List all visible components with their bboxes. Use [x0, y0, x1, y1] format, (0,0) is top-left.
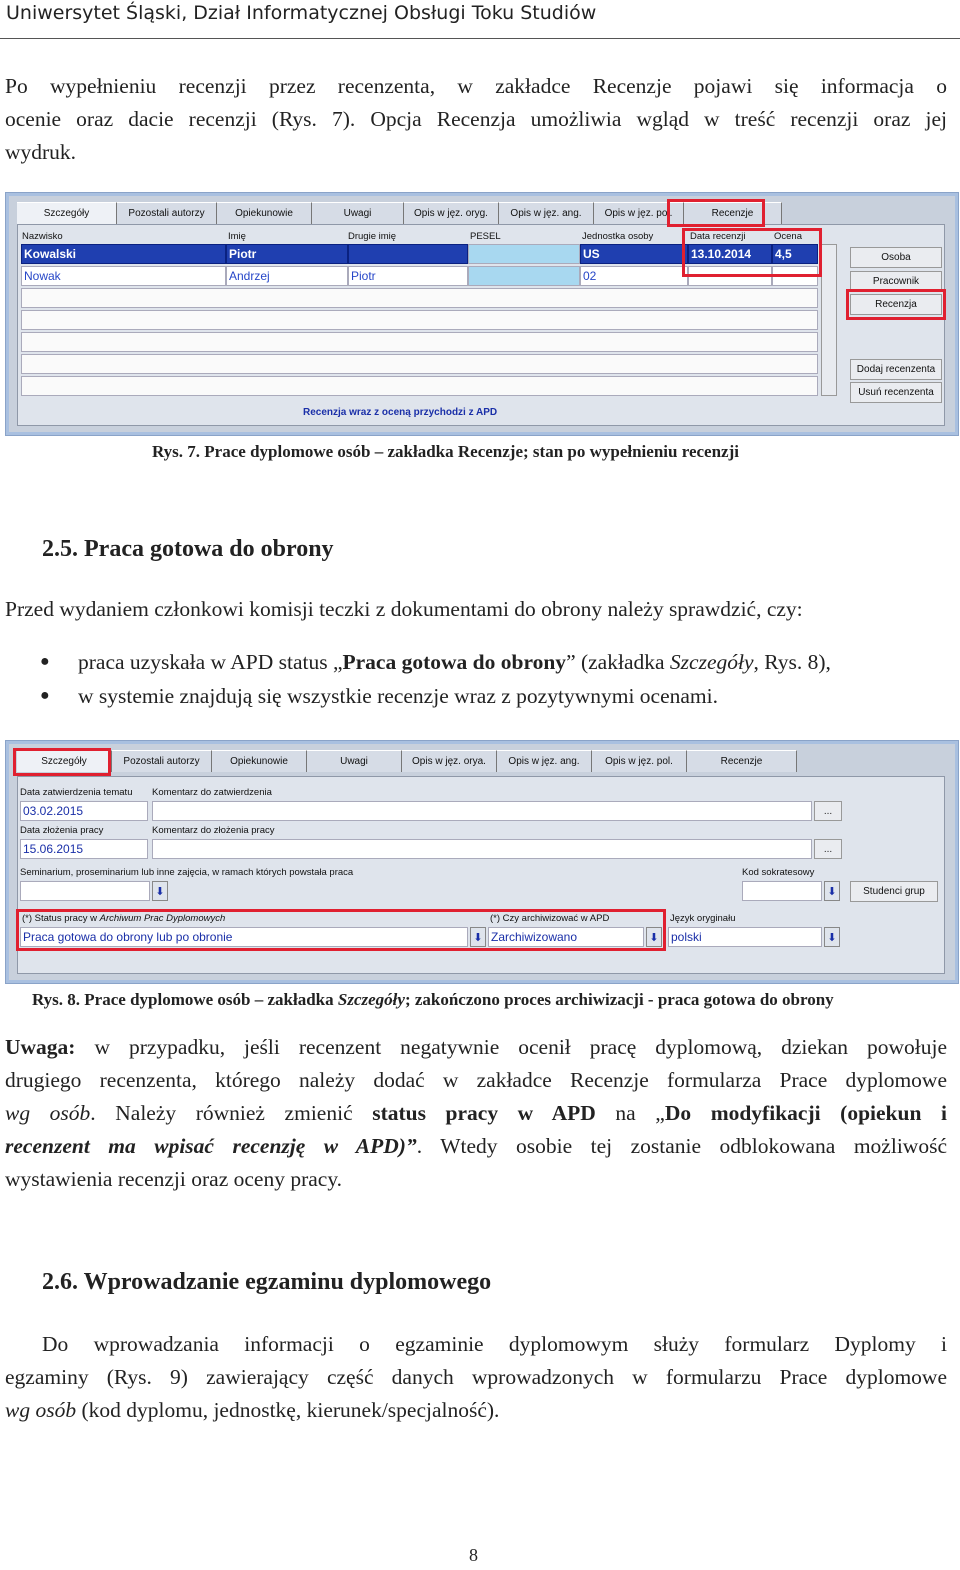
col-drugie-imie: Drugie imię — [348, 231, 397, 242]
archiwizowac-field[interactable]: Zarchiwizowano — [488, 927, 644, 947]
cell-ocena[interactable]: 4,5 — [772, 244, 818, 264]
document-header: Uniwersytet Śląski, Dział Informatycznej Obsługi Toku Studiów — [6, 2, 597, 24]
komentarz-zatwierdzenia-more-button[interactable]: ... — [814, 801, 842, 821]
komentarz-zlozenia-label: Komentarz do złożenia pracy — [152, 825, 275, 836]
header-divider — [0, 38, 960, 39]
data-zlozenia-field[interactable]: 15.06.2015 — [20, 839, 148, 859]
tab-opis-ang[interactable]: Opis w jęz. ang. — [497, 750, 592, 772]
uwaga-paragraph: Uwaga: w przypadku, jeśli recenzent negatywnie ocenił pracę dyplomową, dziekan powołuje drugiego recenzenta, którego należy dodać w zakładce Recenzje formularza Prace dyplomowe wg osób. Należy również zmienić status pracy w APD na „Do modyfikacji (opiekun i recenzent ma wpisać recenzję w APD)”. Wtedy osobie tej zostanie odblokowana możliwość wystawienia recenzji oraz oceny pracy. — [5, 1035, 947, 1191]
figure-7-screenshot — [6, 193, 958, 435]
cell-data-recenzji[interactable]: 13.10.2014 — [688, 244, 772, 264]
section-2-5-heading: 2.5. Praca gotowa do obrony — [42, 536, 334, 562]
usun-recenzenta-button[interactable]: Usuń recenzenta — [850, 382, 942, 403]
figure-8-screenshot — [6, 741, 958, 983]
page-number: 8 — [469, 1545, 478, 1565]
figure-8-caption: Rys. 8. Prace dyplomowe osób – zakładka Szczegóły; zakończono proces archiwizacji - praca gotowa do obrony — [32, 990, 834, 1009]
kod-sokratesowy-label: Kod sokratesowy — [742, 867, 815, 878]
intro-line: wydruk. — [5, 140, 77, 164]
fig8-tabbar — [17, 750, 797, 772]
cell-nazwisko[interactable]: Nowak — [21, 266, 226, 286]
tab-recenzje[interactable]: Recenzje — [684, 202, 782, 224]
bullet-item: ● praca uzyskała w APD status „Praca gotowa do obrony” (zakładka Szczegóły, Rys. 8), — [40, 650, 831, 674]
cell-jednostka[interactable]: US — [580, 244, 688, 264]
seminarium-dropdown-icon[interactable]: ⬇ — [152, 881, 168, 901]
section-2-6-paragraph: Do wprowadzania informacji o egzaminie dyplomowym służy formularz Dyplomy i egzaminy (Rys. 9) zawierający część danych wprowadzonych w formularzu Prace dyplomowe wg osób (kod dyplomu, jednostkę, kierunek/specjalność). — [5, 1332, 947, 1422]
bullet-icon: ● — [40, 687, 50, 704]
table-row-empty — [21, 376, 818, 396]
table-row-empty — [21, 288, 818, 308]
col-ocena: Ocena — [774, 231, 802, 242]
table-row-empty — [21, 310, 818, 330]
intro-line: ocenie oraz dacie recenzji (Rys. 7). Opcja Recenzja umożliwia wgląd w treść recenzji oraz jej — [5, 107, 947, 131]
cell-pesel[interactable] — [468, 266, 580, 286]
tab-opis-ang[interactable]: Opis w jęz. ang. — [499, 202, 594, 224]
tab-szczegoly[interactable]: Szczegóły — [17, 750, 112, 772]
fig7-panel — [17, 224, 945, 426]
archiwizowac-label: (*) Czy archiwizować w APD — [490, 913, 610, 924]
tab-opis-pol[interactable]: Opis w jęz. pol. — [592, 750, 687, 772]
cell-drugie-imie[interactable] — [348, 244, 468, 264]
jezyk-oryginalu-dropdown-icon[interactable]: ⬇ — [824, 927, 840, 947]
pracownik-button[interactable]: Pracownik — [850, 271, 942, 292]
highlight-szczegoly-tab — [13, 748, 111, 776]
tab-szczegoly[interactable]: Szczegóły — [17, 202, 117, 224]
col-nazwisko: Nazwisko — [22, 231, 63, 242]
col-data-recenzji: Data recenzji — [690, 231, 746, 242]
data-zlozenia-label: Data złożenia pracy — [20, 825, 104, 836]
status-pracy-dropdown-icon[interactable]: ⬇ — [470, 927, 486, 947]
data-zatwierdzenia-label: Data zatwierdzenia tematu — [20, 787, 133, 798]
tab-recenzje[interactable]: Recenzje — [687, 750, 797, 772]
tab-opiekunowie[interactable]: Opiekunowie — [212, 750, 307, 772]
tab-opis-oryg[interactable]: Opis w jęz. oryg. — [404, 202, 499, 224]
highlight-recenzja-button — [846, 289, 946, 320]
section-2-6-heading: 2.6. Wprowadzanie egzaminu dyplomowego — [42, 1269, 492, 1295]
status-message: Recenzja wraz z oceną przychodzi z APD — [303, 407, 498, 418]
section-2-5-intro: Przed wydaniem członkowi komisji teczki z dokumentami do obrony należy sprawdzić, czy: — [5, 597, 803, 621]
cell-imie[interactable]: Andrzej — [226, 266, 348, 286]
tab-opiekunowie[interactable]: Opiekunowie — [217, 202, 312, 224]
col-pesel: PESEL — [470, 231, 501, 242]
highlight-recenzje-tab — [667, 199, 765, 227]
recenzja-button[interactable]: Recenzja — [850, 294, 942, 315]
tab-opis-pol[interactable]: Opis w jęz. pol. — [594, 202, 684, 224]
kod-sokratesowy-field[interactable] — [742, 881, 822, 901]
cell-nazwisko[interactable]: Kowalski — [21, 244, 226, 264]
jezyk-oryginalu-label: Język oryginału — [670, 913, 736, 924]
kod-sokratesowy-dropdown-icon[interactable]: ⬇ — [824, 881, 840, 901]
osoba-button[interactable]: Osoba — [850, 247, 942, 268]
highlight-data-ocena — [682, 228, 822, 277]
studenci-grup-button[interactable]: Studenci grup — [850, 881, 938, 902]
cell-imie[interactable]: Piotr — [226, 244, 348, 264]
data-zatwierdzenia-field[interactable]: 03.02.2015 — [20, 801, 148, 821]
seminarium-label: Seminarium, proseminarium lub inne zajęcia, w ramach których powstała praca — [20, 867, 354, 878]
status-pracy-field[interactable]: Praca gotowa do obrony lub po obronie — [20, 927, 468, 947]
status-pracy-label: (*) Status pracy w Archiwum Prac Dyplomowych — [22, 913, 226, 924]
komentarz-zlozenia-more-button[interactable]: ... — [814, 839, 842, 859]
bullet-icon: ● — [40, 653, 50, 670]
archiwizowac-dropdown-icon[interactable]: ⬇ — [646, 927, 662, 947]
figure-7-caption: Rys. 7. Prace dyplomowe osób – zakładka Recenzje; stan po wypełnieniu recenzji — [152, 442, 739, 461]
cell-jednostka[interactable]: 02 — [580, 266, 688, 286]
table-row-empty — [21, 332, 818, 352]
col-imie: Imię — [228, 231, 246, 242]
fig8-panel — [17, 776, 945, 974]
tab-pozostali-autorzy[interactable]: Pozostali autorzy — [117, 202, 217, 224]
intro-paragraph — [5, 70, 947, 169]
cell-pesel[interactable] — [468, 244, 580, 264]
table-row-empty — [21, 354, 818, 374]
tab-uwagi[interactable]: Uwagi — [307, 750, 402, 772]
cell-drugie-imie[interactable]: Piotr — [348, 266, 468, 286]
highlight-status-fields — [16, 909, 666, 951]
komentarz-zlozenia-field[interactable] — [152, 839, 812, 859]
jezyk-oryginalu-field[interactable]: polski — [668, 927, 822, 947]
table-scrollbar[interactable] — [821, 244, 837, 396]
intro-line: Po wypełnieniu recenzji przez recenzenta, w zakładce Recenzje pojawi się informacja o — [5, 74, 947, 98]
dodaj-recenzenta-button[interactable]: Dodaj recenzenta — [850, 359, 942, 380]
tab-opis-oryg[interactable]: Opis w jęz. orya. — [402, 750, 497, 772]
tab-pozostali-autorzy[interactable]: Pozostali autorzy — [112, 750, 212, 772]
tab-uwagi[interactable]: Uwagi — [312, 202, 404, 224]
komentarz-zatwierdzenia-field[interactable] — [152, 801, 812, 821]
col-jednostka: Jednostka osoby — [582, 231, 654, 242]
seminarium-field[interactable] — [20, 881, 150, 901]
komentarz-zatwierdzenia-label: Komentarz do zatwierdzenia — [152, 787, 272, 798]
bullet-item: ● w systemie znajdują się wszystkie recenzje wraz z pozytywnymi ocenami. — [40, 684, 718, 708]
